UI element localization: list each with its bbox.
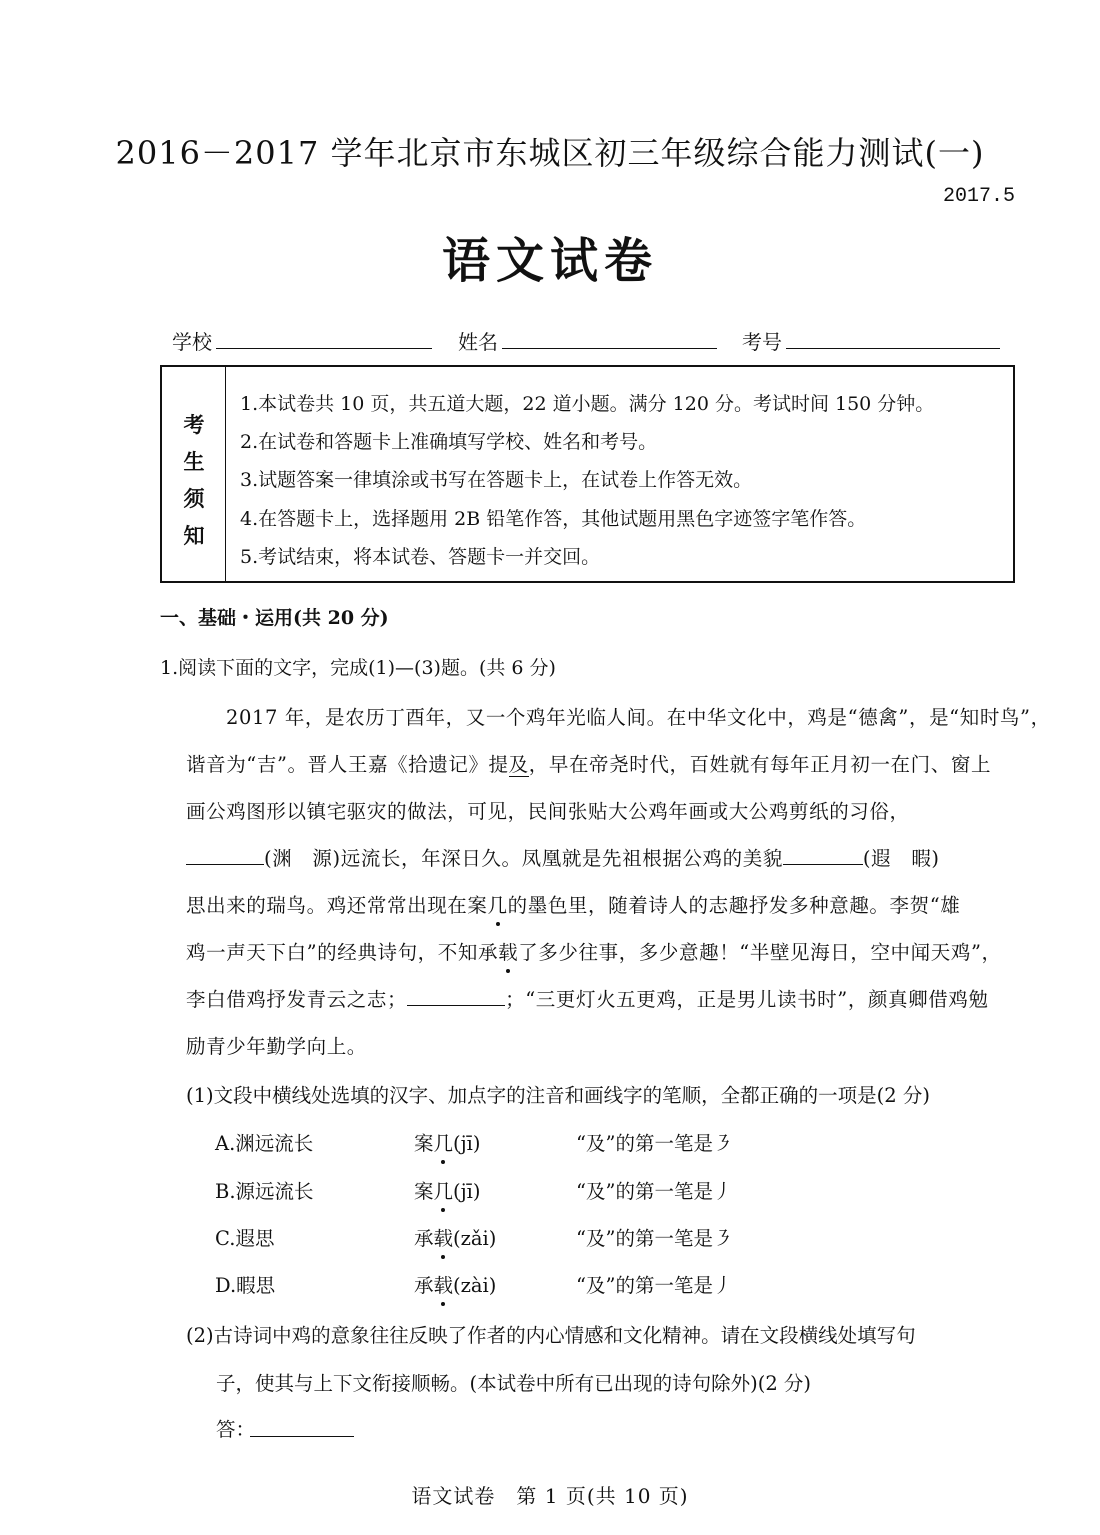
option-d-stroke: “及”的第一笔是丿 [576,1274,733,1297]
passage-line: (渊 源)远流长，年深日久。凤凰就是先祖根据公鸡的美貌 (遐 暇) [186,843,940,871]
passage-line: 鸡一声天下白”的经典诗句，不知承载了多少往事，多少意趣！“半壁见海日，空中闻天鸡”， [186,941,1002,964]
notice-heading-char: 知 [183,523,205,548]
exam-notice-box [160,365,1015,583]
notice-heading-char: 考 [183,412,205,437]
option-a-label: A.渊远流长 [215,1132,314,1155]
section-heading: 一、基础・运用(共 20 分) [160,607,389,629]
fill-blank [186,864,264,865]
notice-heading [162,367,226,581]
option-b-pinyin: 案几(jī) [414,1180,481,1203]
option-b-label: B.源远流长 [215,1180,314,1203]
question-1-2-stem: (2)古诗词中鸡的意象往往反映了作者的内心情感和文化精神。请在文段横线处填写句 [186,1324,916,1347]
answer-blank[interactable] [250,1436,354,1437]
page-footer: 语文试卷 第 1 页(共 10 页) [411,1484,689,1508]
underlined-char: 及 [508,753,529,776]
passage-line: 励青少年勤学向上。 [186,1035,367,1058]
school-label: 学校 [172,330,212,354]
paper-title: 语文试卷 [441,233,658,289]
option-c-stroke: “及”的第一笔是㇋ [576,1227,733,1250]
notice-item: 1.本试卷共 10 页，共五道大题，22 道小题。满分 120 分。考试时间 150 分钟。 [240,393,935,415]
notice-item: 5.考试结束，将本试卷、答题卡一并交回。 [240,546,601,568]
passage-line: 李白借鸡抒发青云之志； ；“三更灯火五更鸡，正是男儿读书时”，颜真卿借鸡勉 [186,988,989,1011]
notice-heading-char: 须 [183,486,205,511]
school-field[interactable] [216,348,432,349]
name-field[interactable] [502,348,717,349]
fill-blank [783,864,863,865]
exam-number-field[interactable] [786,348,1000,349]
notice-heading-char: 生 [183,449,205,474]
notice-item: 3.试题答案一律填涂或书写在答题卡上，在试卷上作答无效。 [240,469,753,491]
notice-item: 2.在试卷和答题卡上准确填写学校、姓名和考号。 [240,431,658,453]
name-label: 姓名 [458,330,498,354]
fill-blank [407,1005,505,1006]
question-1-1-stem: (1)文段中横线处选填的汉字、加点字的注音和画线字的笔顺，全都正确的一项是(2 分) [186,1084,930,1107]
option-a-pinyin: 案几(jī) [414,1132,481,1155]
option-c-pinyin: 承载(zǎi) [414,1227,497,1250]
exam-number-label: 考号 [742,330,782,354]
exam-series-title: 2016－2017 学年北京市东城区初三年级综合能力测试(一) [115,134,985,172]
option-d-label: D.暇思 [215,1274,276,1297]
question-1-2-stem-cont: 子，使其与上下文衔接顺畅。(本试卷中所有已出现的诗句除外)(2 分) [216,1372,812,1395]
exam-date: 2017.5 [942,185,1015,208]
passage-line: 思出来的瑞鸟。鸡还常常出现在案几的墨色里，随着诗人的志趣抒发多种意趣。李贺“雄 [186,894,961,917]
dotted-char: 几 [487,894,508,917]
answer-label: 答： [216,1418,256,1441]
notice-item: 4.在答题卡上，选择题用 2B 铅笔作答，其他试题用黑色字迹签字笔作答。 [240,508,867,530]
dotted-char: 载 [498,941,519,964]
option-a-stroke: “及”的第一笔是㇋ [576,1132,733,1155]
passage-line: 谐音为“吉”。晋人王嘉《拾遗记》提及，早在帝尧时代，百姓就有每年正月初一在门、窗上 [186,753,992,776]
option-d-pinyin: 承载(zài) [414,1274,497,1297]
option-b-stroke: “及”的第一笔是丿 [576,1180,733,1203]
question-1-stem: 1.阅读下面的文字，完成(1)—(3)题。(共 6 分) [160,657,556,679]
passage-line: 2017 年，是农历丁酉年，又一个鸡年光临人间。在中华文化中，鸡是“德禽”，是“知时鸟”， [226,706,1051,729]
passage-line: 画公鸡图形以镇宅驱灾的做法，可见，民间张贴大公鸡年画或大公鸡剪纸的习俗， [186,800,910,823]
option-c-label: C.遐思 [215,1227,275,1250]
